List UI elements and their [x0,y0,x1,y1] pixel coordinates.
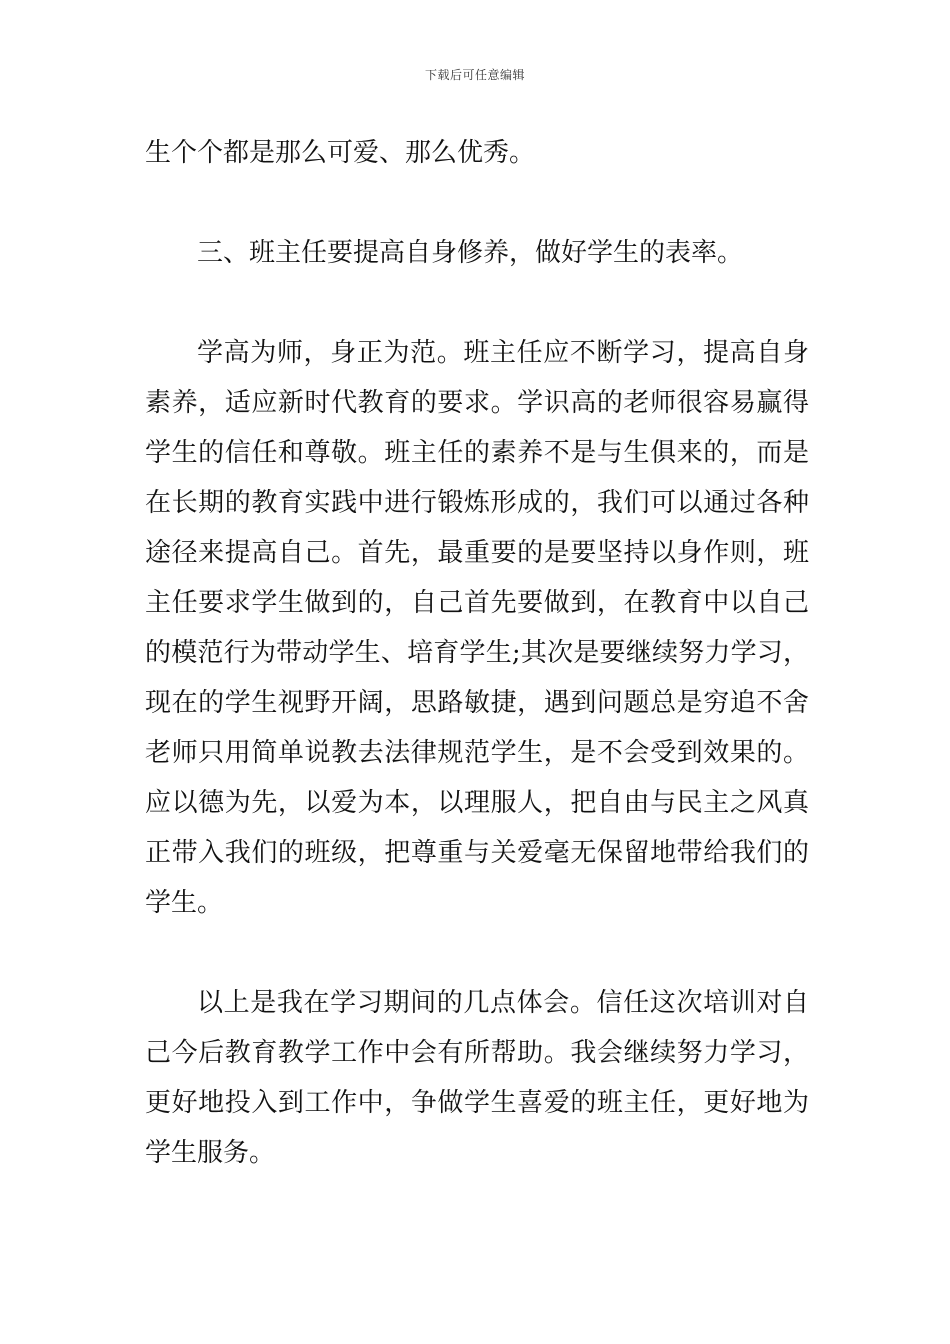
paragraph-conclusion: 以上是我在学习期间的几点体会。信任这次培训对自己今后教育教学工作中会有所帮助。我会继续努力学习，更好地投入到工作中，争做学生喜爱的班主任，更好地为学生服务。 [145,988,809,1168]
section-heading: 三、班主任要提高自身修养，做好学生的表率。 [197,238,744,268]
paragraph-body: 学高为师，身正为范。班主任应不断学习，提高自身素养，适应新时代教育的要求。学识高的老师很容易赢得学生的信任和尊敬。班主任的素养不是与生俱来的，而是在长期的教育实践中进行锻炼形成的，我们可以通过各种途径来提高自己。首先，最重要的是要坚持以身作则，班主任要求学生做到的，自己首先要做到，在教育中以自己的模范行为带动学生、培育学生;其次是要继续努力学习，现在的学生视野开阔，思路敏捷，遇到问题总是穷追不舍老师只用简单说教去法律规范学生，是不会受到效果的。应以德为先，以爱为本，以理服人，把自由与民主之风真正带入我们的班级，把尊重与关爱毫无保留地带给我们的学生。 [145,338,809,918]
document-body [145,128,809,1178]
paragraph-continuation: 生个个都是那么可爱、那么优秀。 [145,138,536,168]
page-header: 下载后可任意编辑 [424,68,525,82]
